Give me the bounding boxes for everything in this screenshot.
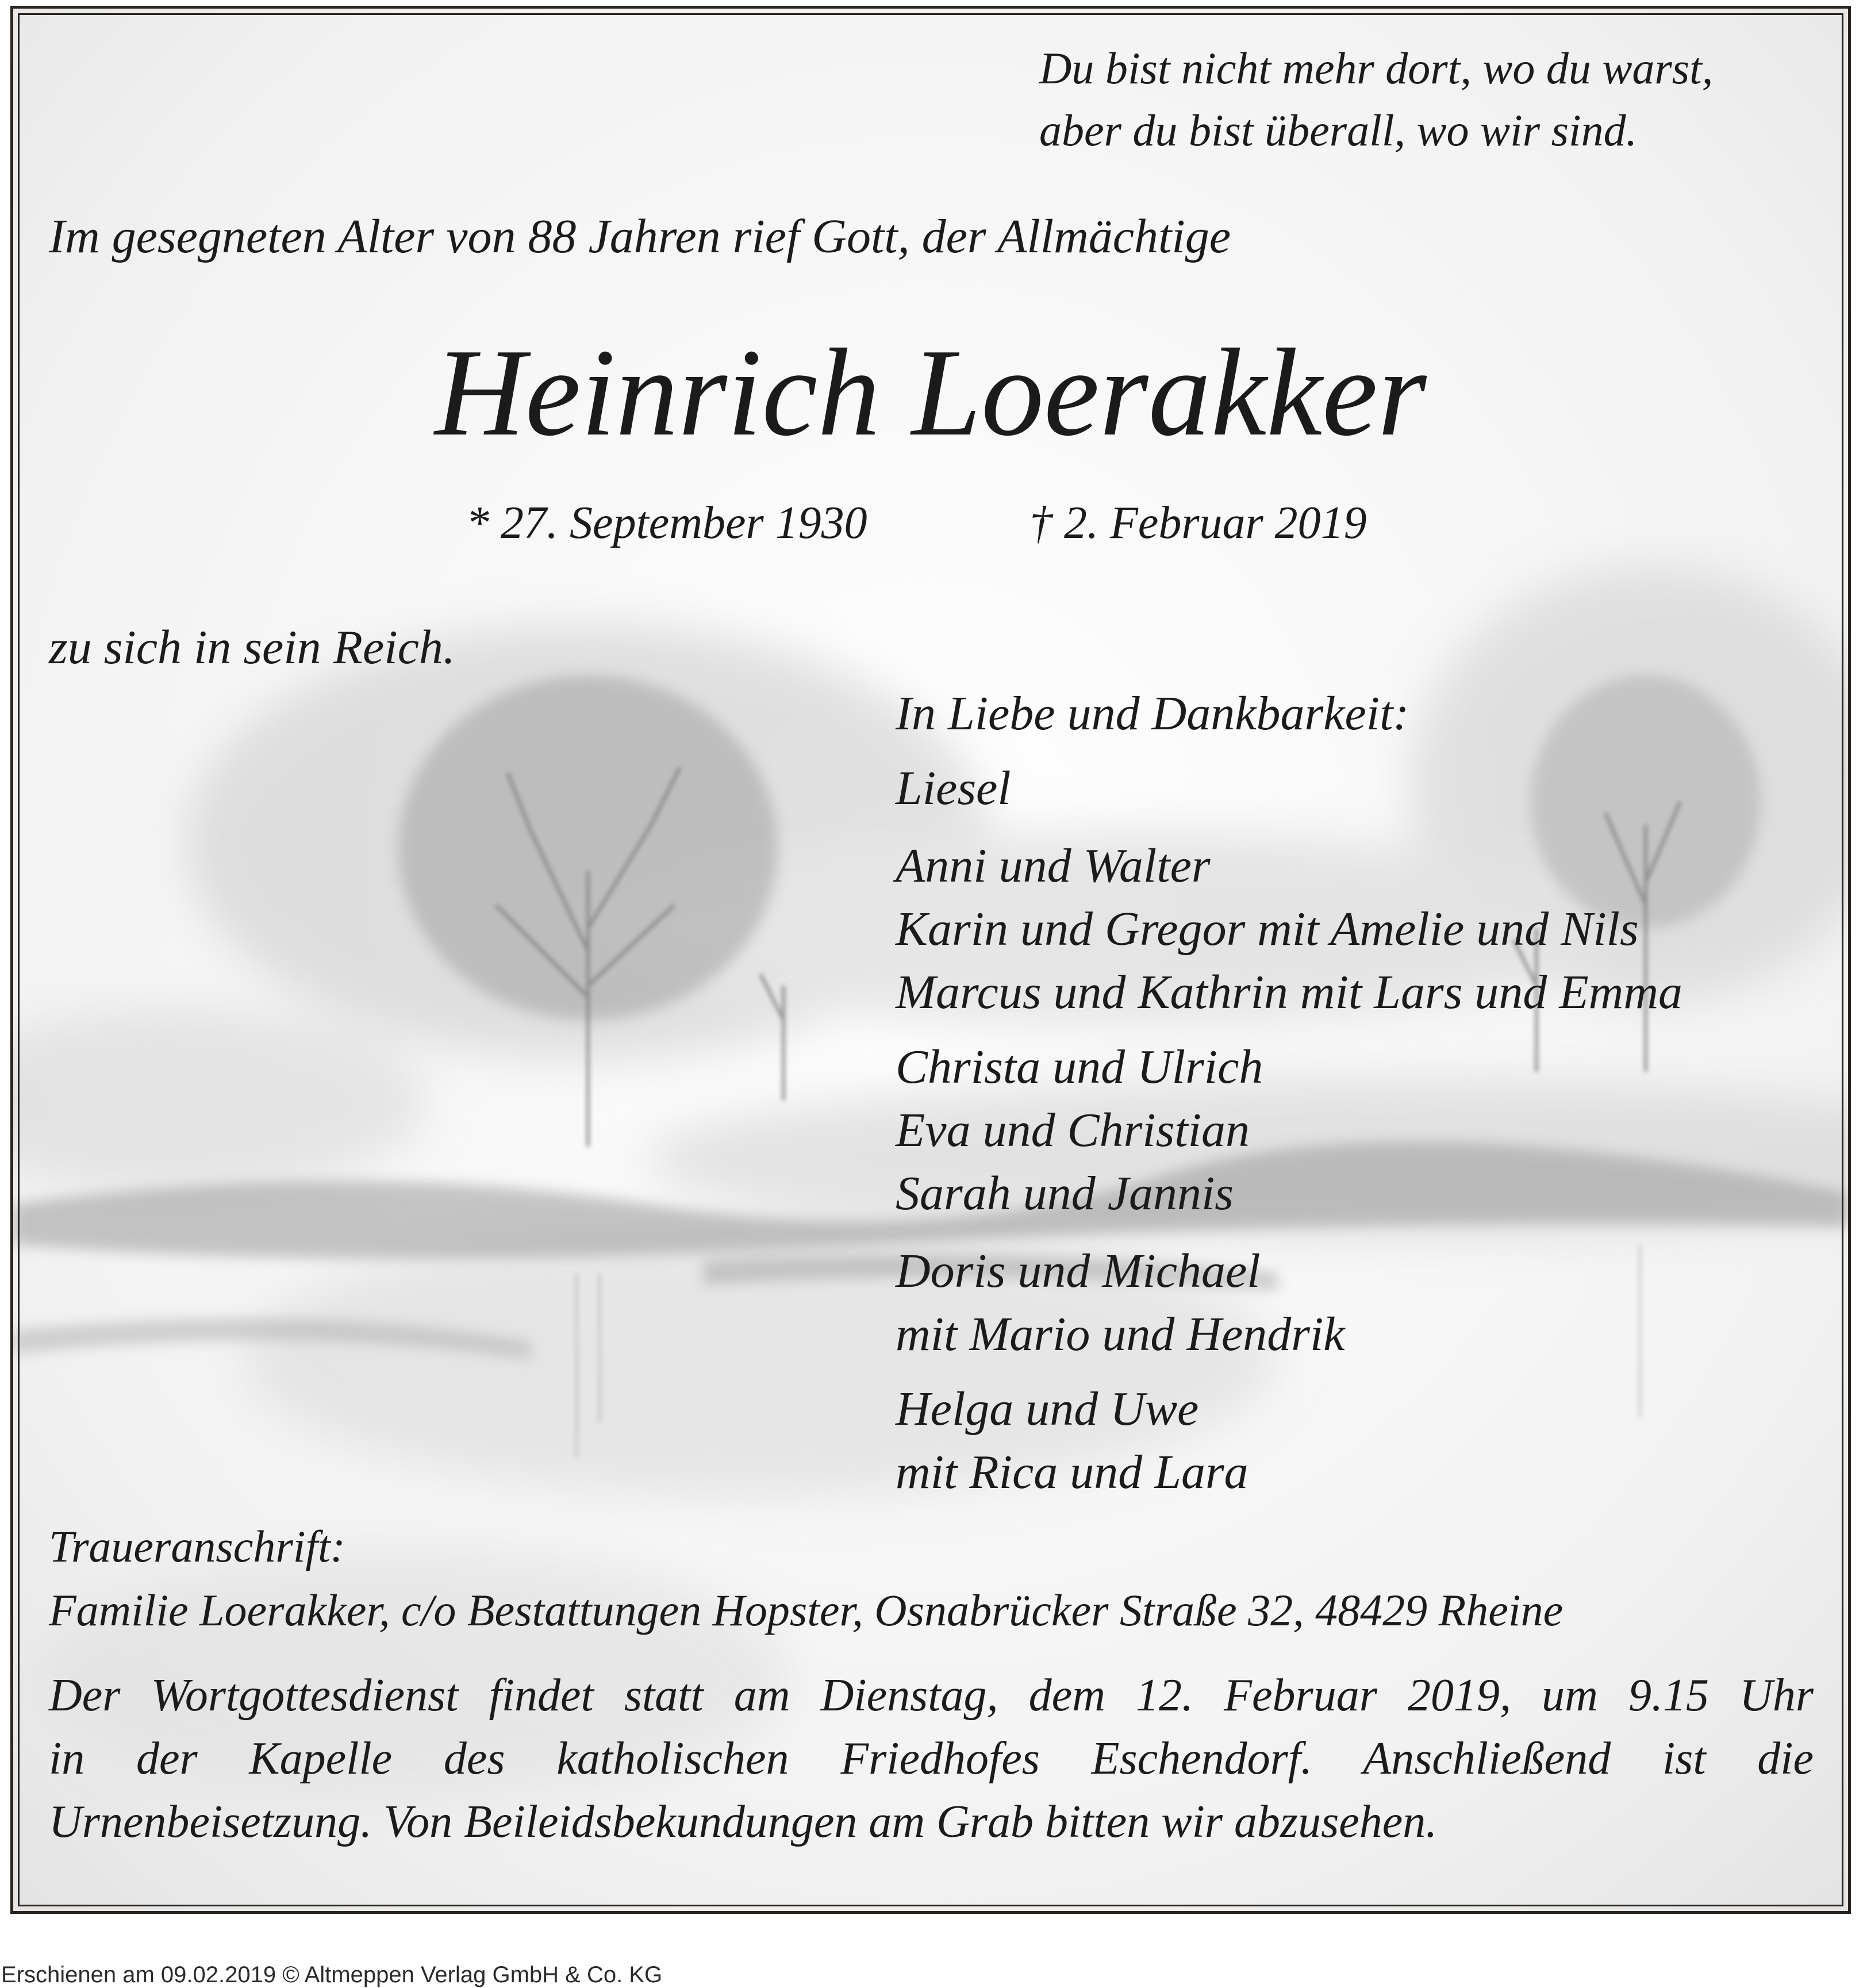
mourner-line: Liesel xyxy=(896,762,1011,815)
service-details xyxy=(49,1664,1814,1854)
closing-text: zu sich in sein Reich. xyxy=(49,621,455,674)
mourner-line: Helga und Uwe xyxy=(896,1382,1199,1436)
quote-line: aber du bist überall, wo wir sind. xyxy=(1039,105,1638,155)
mourner-line: Sarah und Jannis xyxy=(896,1167,1234,1220)
mourner-line: Marcus und Kathrin mit Lars und Emma xyxy=(896,966,1682,1019)
birth-date: * 27. September 1930 xyxy=(466,498,867,548)
mourning-address xyxy=(49,1514,1563,1642)
mourners-heading: In Liebe und Dankbarkeit: xyxy=(896,687,1409,740)
service-line: Urnenbeisetzung. Von Beileidsbekundungen am Grab bitten wir abzusehen. xyxy=(49,1797,1438,1847)
obituary-notice xyxy=(10,6,1851,1914)
mourner-line: mit Mario und Hendrik xyxy=(896,1308,1345,1361)
service-line: Der Wortgottesdienst findet statt am Dienstag, dem 12. Februar 2019, um 9.15 Uhr xyxy=(49,1670,1814,1721)
mourner-line: mit Rica und Lara xyxy=(896,1445,1248,1499)
publication-credit: Erschienen am 09.02.2019 © Altmeppen Verlag GmbH & Co. KG xyxy=(1,1962,663,1987)
address-label: Traueranschrift: xyxy=(49,1521,345,1571)
mourner-line: Karin und Gregor mit Amelie und Nils xyxy=(896,902,1639,956)
mourner-line: Doris und Michael xyxy=(896,1244,1261,1298)
death-date: † 2. Februar 2019 xyxy=(1029,498,1367,548)
service-line: in der Kapelle des katholischen Friedhofes Eschendorf. Anschließend ist die xyxy=(49,1733,1814,1784)
deceased-name: Heinrich Loerakker xyxy=(435,324,1427,462)
mourner-line: Eva und Christian xyxy=(896,1103,1250,1157)
mourner-line: Christa und Ulrich xyxy=(896,1040,1263,1094)
mourner-line: Anni und Walter xyxy=(896,839,1211,893)
memorial-quote xyxy=(1039,37,1713,161)
address-text: Familie Loerakker, c/o Bestattungen Hopster, Osnabrücker Straße 32, 48429 Rheine xyxy=(49,1585,1563,1635)
quote-line: Du bist nicht mehr dort, wo du warst, xyxy=(1039,43,1714,93)
intro-text: Im gesegneten Alter von 88 Jahren rief Gott, der Allmächtige xyxy=(49,210,1231,263)
